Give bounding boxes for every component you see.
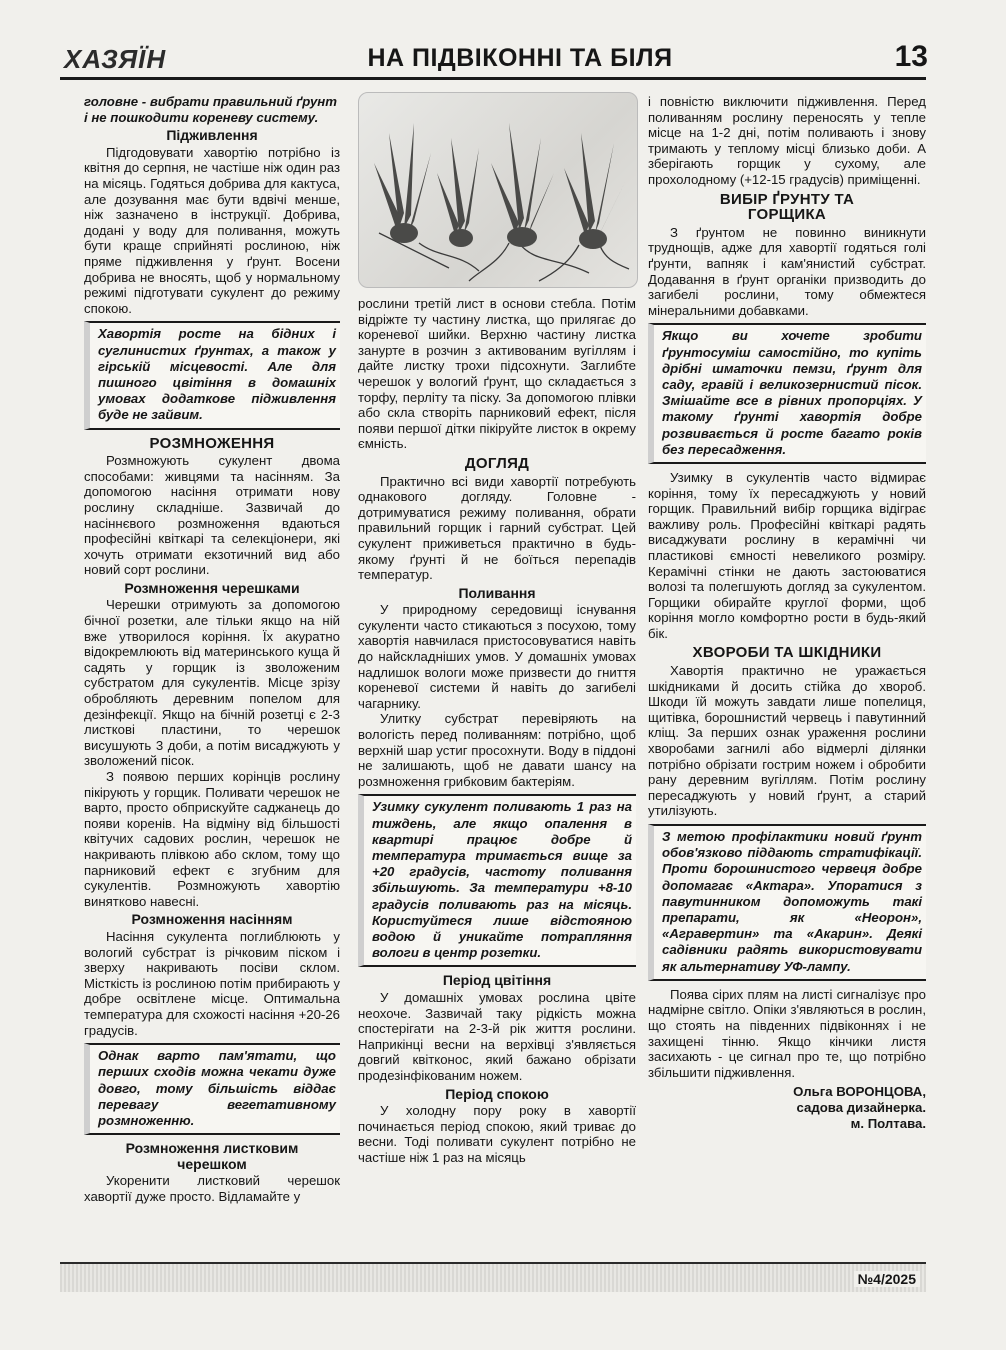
paragraph-pests: Хавортія практично не уражається шкідниками й досить стійка до хвороб. Шкоди їй можуть завдати лише попелиця, щитівка, борошнистий червець і павутинний кліщ. За перших ознак ураження рослини хворобами загнилі або відмерлі ділянки потрібно обрізати гострим ножем і обробити рану деревним вугіллям. Потім рослину пересаджують у новий ґрунт, а старий утилізують. (648, 663, 926, 819)
heading-cuttings: Розмноження черешками (124, 579, 300, 596)
callout-box-prevention: З метою профілактики новий ґрунт обов'язково піддають стратифікації. Проти борошнистого червеця добре допомагає «Актара». Упоратися з павутинником допоможуть такі препарати, як «Неорон», «Агравертин» та «Акарин». Деякі садівники радять використовувати як альтернативу УФ-лампу. (648, 824, 926, 981)
paragraph-bloom: У домашніх умовах рослина цвіте неохоче. Зазвичай таку рідкість можна спостерігати на 2-3-й рік життя рослини. Наприкінці весни на верхівці з'являється довгий квітконос, який бажано обрізати продезінфікованим ножем. (358, 990, 636, 1083)
issue-number: №4/2025 (854, 1271, 920, 1287)
author-name: Ольга ВОРОНЦОВА, (793, 1084, 926, 1100)
page-number: 13 (894, 40, 928, 73)
paragraph-cuttings-1: Черешки отримують за допомогою бічної розетки, але тільки якщо на ній вже утворилося коріння. Їх акуратно відокремлюють від материнського куща й садять у горщик із зволоженим субстратом для сукулентів. Місце зрізу обробляють деревним попелом для дезінфекції. Якщо на бічній розетці є 2-3 листкові пластини, то черешок висушують 3 доби, а потім висаджують у зволожений пісок. (84, 597, 340, 769)
heading-reproduction: РОЗМНОЖЕННЯ (149, 434, 275, 452)
paragraph-cuttings-2: З появою перших корінців рослину пікірують у горщик. Поливати черешок не варто, просто обприскуйте саджанець до появи коренів. На відміну від більшості квітучих садових рослин, черешок не накривають плівкою або склом, тому що парниковий ефект є згубним для сукулентів. Розмножують хавортію винятково навесні. (84, 769, 340, 909)
callout-box-soil-mix: Якщо ви хочете зробити ґрунтосуміш самостійно, то купіть дрібні шматочки пемзи, ґрунт для саду, гравій і великозернистий пісок. Змішайте все в рівних пропорціях. У такому ґрунті хавортія добре розвивається й росте багато років без пересадження. (648, 323, 926, 464)
paragraph-pot: Узимку в сукулентів часто відмирає коріння, тому їх пересаджують у новий горщик. Правильний вибір горщика відіграє важливу роль. Професійні квіткарі радять висаджувати рослину в керамічні чи пластикові ємності невеликого розміру. Керамічні стінки не дають застоюватися волозі та полегшують догляд за сукулентом. Горщики обирайте круглої форми, щоб коріння могло комфортно рости в будь-який бік. (648, 469, 926, 641)
paragraph-leaf-cutting: Укоренити листковий черешок хавортії дуже просто. Відламайте у (84, 1173, 340, 1204)
column-2 (358, 296, 636, 1166)
heading-rest: Період спокою (445, 1085, 549, 1102)
haworthia-illustration (359, 93, 638, 288)
paragraph-reproduction: Розмножують сукулент двома способами: живцями та насінням. За допомогою насіння отримати нову рослину складніше. Зазвичай до насіннєвого розмноження вдаються професійні квіткарі та селекціонери, які хочуть отримати екзотичний вид або новий сорт рослини. (84, 453, 340, 578)
column-1 (84, 94, 340, 1204)
page-footer (60, 1262, 926, 1292)
author-city: м. Полтава. (850, 1115, 926, 1131)
heading-soil-pot: ВИБІР ҐРУНТУ ТА ГОРЩИКА (719, 190, 855, 224)
paragraph-seeds: Насіння сукулента поглиблюють у вологий субстрат із річковим піском і зверху накривають посіви склом. Місткість із рослиною потім прибирають у добре освітлене місце. Оптимальна температура для схожості насіння +20-26 градусів. (84, 928, 340, 1038)
paragraph-soil: З ґрунтом не повинно виникнути труднощів, адже для хавортії годяться голі ґрунти, вапняк і кам'янистий субстрат. Додавання в ґрунт органіки призводить до загибелі рослини, тому обмежтеся мінеральними добавками. (648, 224, 926, 318)
section-title: НА ПІДВІКОННІ ТА БІЛЯ (367, 44, 673, 72)
paragraph-watering-2: Улитку субстрат перевіряють на вологість перед поливанням: потрібно, щоб верхній шар устиг просохнути. Воду в піддоні не залишають, щоб не давати шансу на розмноження грибковим бактеріям. (358, 711, 636, 789)
heading-leaf-cutting: Розмноження листковим черешком (125, 1140, 299, 1172)
callout-box-soil-poor: Хавортія росте на бідних і суглинистих ґрунтах, а також у гірській місцевості. Але для пишного цвітіння в домашніх умовах додаткове підживлення буде не зайвим. (84, 321, 340, 429)
page-header (60, 38, 926, 80)
callout-box-winter-watering: Узимку сукулент поливають 1 раз на тиждень, але якщо опалення в квартирі працює добре й температура тримається вище за +20 градусів, частоту поливання збільшують. За температури +8-10 градусів поливають раз на місяць. Користуйтеся лише відстояною водою й уникайте потрапляння вологи в центр розетки. (358, 794, 636, 967)
paragraph-rest: У холодну пору року в хавортії починається період спокою, який триває до весни. Тоді поливати сукулент потрібно не частіше ніж 1 раз на місяць (358, 1103, 636, 1165)
heading-seeds: Розмноження насінням (131, 911, 293, 928)
column-3 (648, 94, 926, 1131)
paragraph-rest-cont: і повністю виключити підживлення. Перед поливанням рослину переносять у тепле місце на 1-2 дні, потім поливають і знову тримають у теплому місці близько доби. А зберігають горщик у сухому, але прохолодному (+12-15 градусів) приміщенні. (648, 94, 926, 187)
paragraph-watering-1: У природному середовищі існування сукуленти часто стикаються з посухою, тому хавортія навчилася пристосовуватися навіть до найскладніших умов. У домашніх умовах надлишок вологи може призвести до гниття кореневої системи й навіть до загибелі чагарнику. (358, 602, 636, 711)
author-role: садова дизайнерка. (796, 1099, 926, 1115)
heading-watering: Поливання (458, 584, 536, 601)
author-signature (648, 1084, 926, 1131)
paragraph-care: Практично всі види хавортії потребують однакового догляду. Головне - дотримуватися режиму поливання, обрати правильний горщик і гарний субстрат. Цей сукулент приживеться практично в будь-якому ґрунті й не боїться перепадів температур. (358, 473, 636, 583)
paragraph-feeding: Підгодовувати хавортію потрібно із квітня до серпня, не частіше ніж один раз на місяць. Годяться добрива для кактуса, але дозування має бути вдвічі менше, ніж зазначено в інструкції. Добрива, додані у воду для поливання, можуть бути краще сприйняті рослиною, ніж пряме підживлення у ґрунт. Восени добрива не вносять, щоб у нормальному режимі підготувати сукулент до режиму спокою. (84, 144, 340, 316)
haworthia-photo (358, 92, 638, 288)
heading-bloom: Період цвітіння (442, 972, 552, 989)
brand-logo: ХАЗЯЇН (64, 44, 167, 74)
intro-text: головне - вибрати правильний ґрунт і не пошкодити кореневу систему. (84, 94, 337, 125)
heading-feeding: Підживлення (166, 127, 258, 144)
heading-pests: ХВОРОБИ ТА ШКІДНИКИ (692, 644, 882, 662)
paragraph-spots: Поява сірих плям на листі сигналізує про надмірне світло. Опіки з'являються в рослин, що стоять на південних підвіконнях і не захищені тінню. Якщо кінчики листя засихають - це сигнал про те, що потрібно збільшити підживлення. (648, 986, 926, 1080)
paragraph-leaf-cutting-cont: рослини третій лист в основи стебла. Потім відріжте ту частину листка, що прилягає до кореневої шийки. Верхню частину листка занурте в розчин з активованим вугіллям і дайте листку трохи підсохнути. Заглибте черешок у вологий ґрунт, що складається з торфу, перліту та піску. За допомогою плівки або скла створіть парниковий ефект, після появи першої дітки пікіруйте листок в окрему ємність. (358, 296, 636, 452)
heading-care: ДОГЛЯД (464, 454, 530, 472)
callout-box-sprouts: Однак варто пам'ятати, що перших сходів можна чекати дуже довго, тому більшість віддає перевагу вегетативному розмноженню. (84, 1043, 340, 1135)
